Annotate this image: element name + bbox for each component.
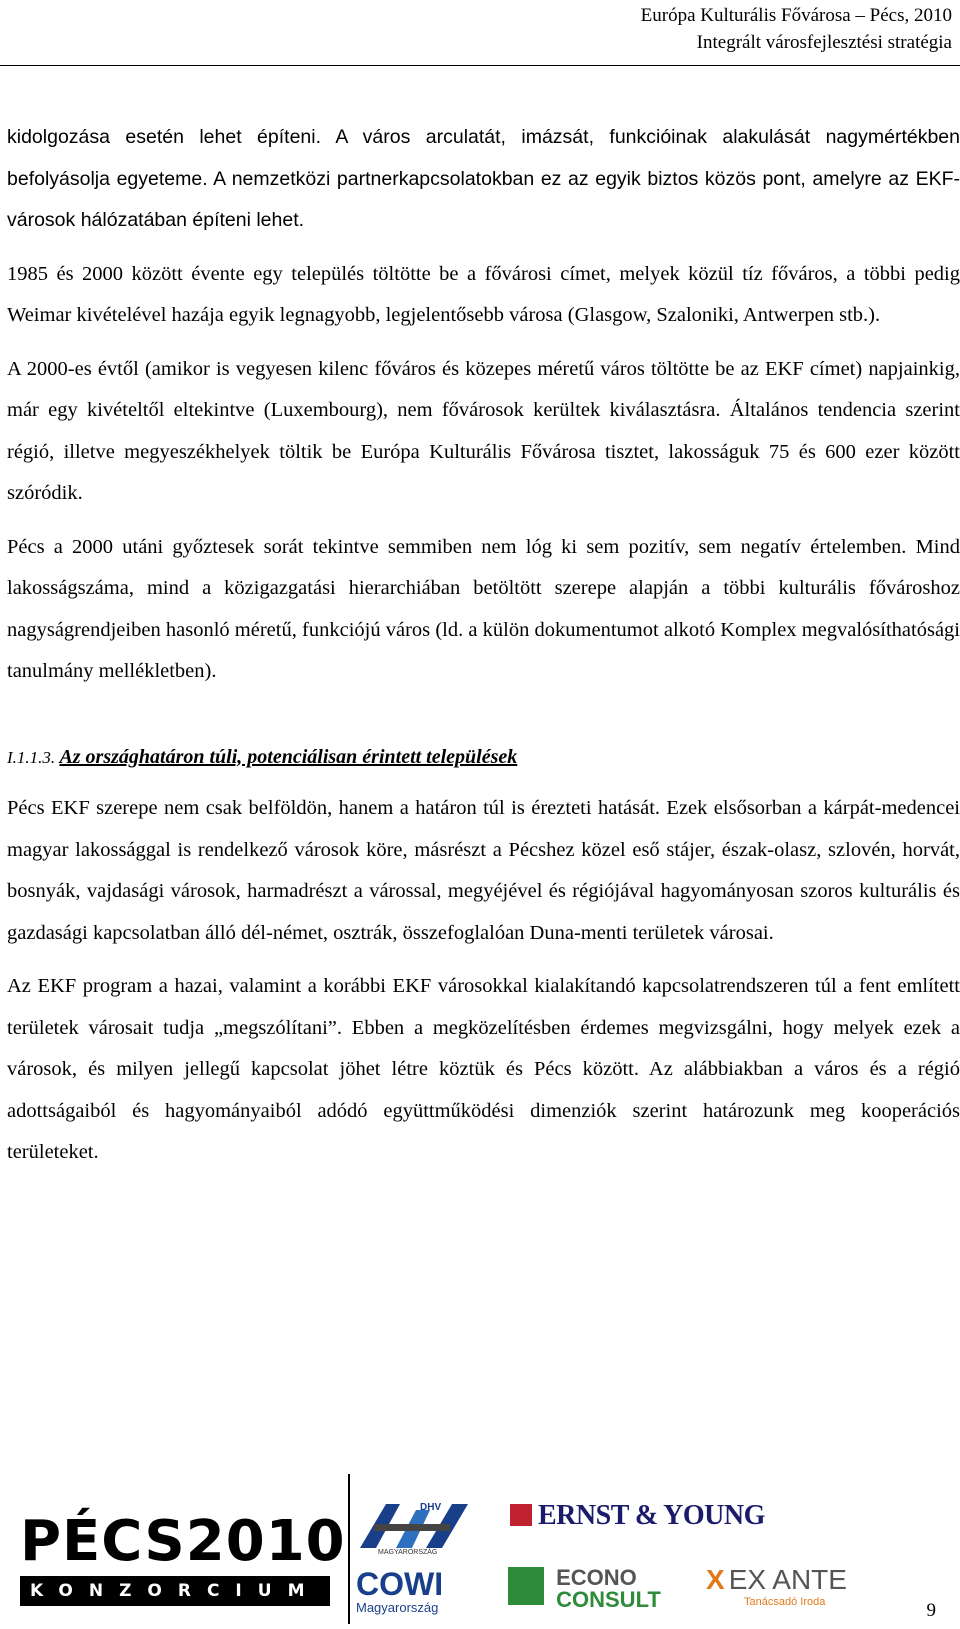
paragraph: 1985 és 2000 között évente egy település töltötte be a fővárosi címet, melyek közül tíz főváros, a többi pedig Weimar kivételével hazája egyik legnagyobb, legjelentősebb városa (Glasgow, Szaloniki, Antwerpen stb.).	[7, 262, 960, 326]
paragraph: Pécs EKF szerepe nem csak belföldön, hanem a határon túl is érezteti hatását. Ezek elsősorban a kárpát-medencei magyar lakossággal is rendelkező városok köre, másrészt a Pécshez közel eső stájer, észak-olasz, szlovén, horvát, bosnyák, vajdasági városok, harmadrészt a várossal, megyéjével és régiójával hagyományosan szoros kulturális és gazdasági kapcsolatban álló dél-német, osztrák, összefoglalóan Duna-menti területek városai.	[7, 797, 960, 944]
cowi-logo-text: COWI	[356, 1566, 444, 1602]
ey-mark-icon	[510, 1504, 532, 1526]
exante-logo-subtext: Tanácsadó Iroda	[744, 1596, 826, 1608]
paragraph: Pécs a 2000 utáni győztesek sorát tekintve semmiben nem lóg ki sem pozitív, sem negatív értelemben. Mind lakosságszáma, mind a közigazgatási hierarchiában betöltött szerepe alapján a többi kulturális fővároshoz nagyságrendjeiben hasonló méretű, funkciójú város (ld. a külön dokumentumot alkotó Komplex megvalósíthatósági tanulmány mellékletben).	[7, 535, 960, 682]
pecs2010-konzorcium-logo	[20, 1509, 346, 1606]
header-title: Európa Kulturális Fővárosa – Pécs, 2010	[640, 5, 952, 26]
paragraph: kidolgozása esetén lehet építeni. A város arculatát, imázsát, funkcióinak alakulását nagymértékben befolyásolja egyeteme. A nemzetközi partnerkapcsolatokban ez az egyik biztos közös pont, amelyre az EKF-városok hálózatában építeni lehet.	[7, 126, 960, 231]
footer-logos	[0, 1440, 960, 1615]
ernst-young-logo	[510, 1500, 765, 1532]
econo-mark-icon	[508, 1567, 544, 1605]
paragraph: A 2000-es évtől (amikor is vegyesen kilenc főváros és közepes méretű város töltötte be az EKF címet) napjainkig, már egy kivételtől eltekintve (Luxembourg), nem fővárosok kerültek kiválasztásra. Általános tendencia szerint régió, illetve megyeszékhelyek töltik be Európa Kulturális Fővárosa tisztet, lakosságuk 75 és 600 ezer között szóródik.	[7, 357, 960, 504]
running-header	[641, 2, 952, 56]
header-divider	[0, 65, 960, 66]
section-heading	[7, 737, 960, 779]
exante-x-icon: X	[706, 1564, 725, 1595]
section-number: I.1.1.3.	[7, 747, 56, 767]
dhv-logo-subtext: MAGYARORSZÁG	[378, 1549, 438, 1556]
paragraph: Az EKF program a hazai, valamint a korábbi EKF városokkal kialakítandó kapcsolatrendszeren túl a fent említett területek városait tudja „megszólítani”. Ebben a megközelítésben érdemes megvizsgálni, hogy melyek ezek a városok, és milyen jellegű kapcsolat jöhet létre köztük és Pécs között. Az alábbiakban a város és a régió adottságaiból és hagyományaiból adódó együttműködési dimenziók szerint határozunk meg kooperációs területeket.	[7, 975, 960, 1163]
cowi-logo	[356, 1568, 476, 1615]
header-subtitle: Integrált városfejlesztési stratégia	[696, 32, 952, 53]
exante-logo-text: EX ANTE	[728, 1564, 847, 1595]
dhv-logo	[356, 1498, 476, 1558]
logo-divider	[348, 1474, 350, 1624]
dhv-logo-text: DHV	[420, 1502, 442, 1513]
econo-logo-line2: CONSULT	[556, 1587, 661, 1612]
ex-ante-logo	[706, 1564, 847, 1608]
econo-consult-logo	[508, 1567, 661, 1611]
document-body	[7, 117, 960, 1186]
section-title: Az országhatáron túli, potenciálisan érintett települések	[59, 745, 518, 768]
page-number: 9	[926, 1600, 936, 1621]
ernst-young-logo-text: ERNST & YOUNG	[538, 1500, 765, 1531]
konzorcium-logo-text: KONZORCIUM	[20, 1576, 330, 1606]
cowi-logo-subtext: Magyarország	[356, 1600, 439, 1615]
pecs2010-logo-text: PÉCS2010	[20, 1509, 346, 1574]
econo-logo-line1: ECONO	[556, 1565, 637, 1590]
